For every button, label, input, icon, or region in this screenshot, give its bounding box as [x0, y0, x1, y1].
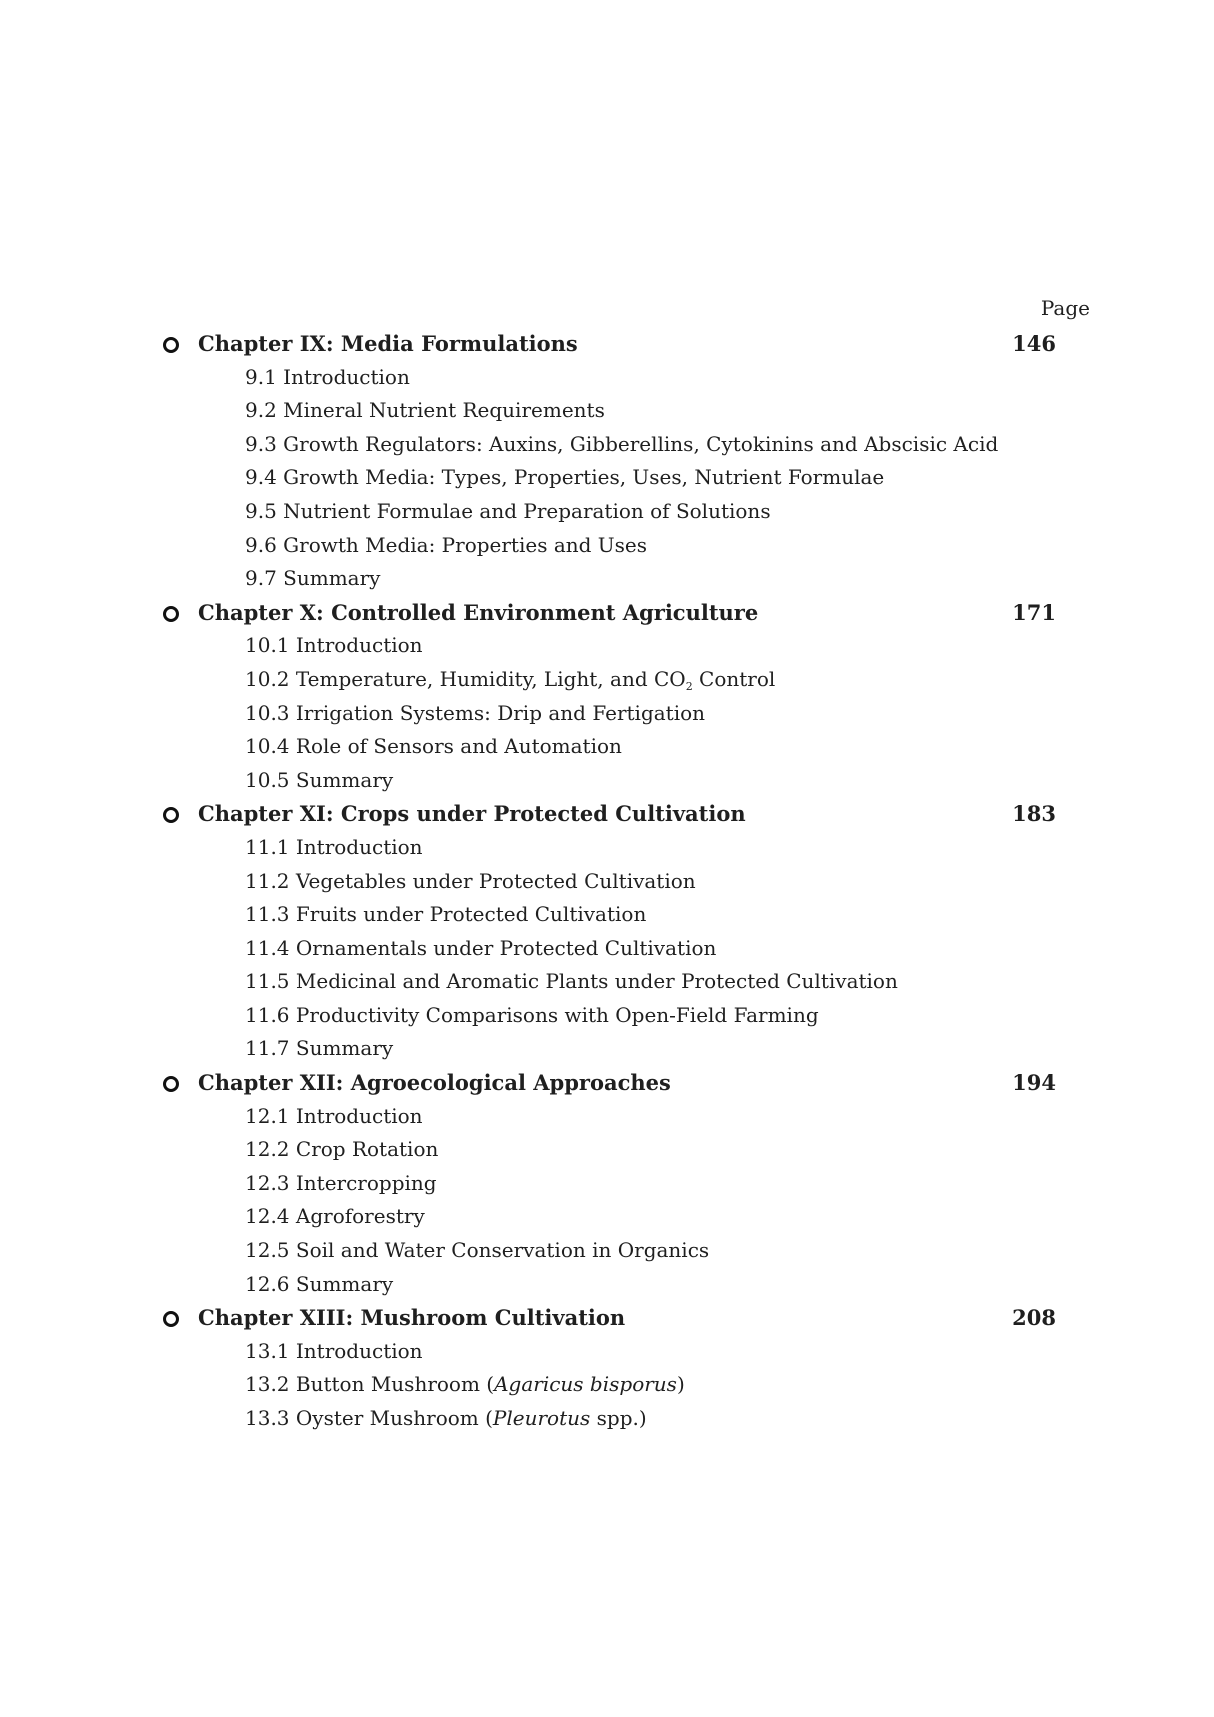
section-entry [0, 1133, 1214, 1167]
section-title-part: 13.3 Oyster Mushroom ( [245, 1406, 493, 1430]
chapter-entry [0, 797, 1214, 831]
section-entry [0, 495, 1214, 529]
section-entry [0, 529, 1214, 563]
section-title: 10.5 Summary [245, 767, 394, 792]
section-title: 11.2 Vegetables under Protected Cultivation [245, 868, 696, 893]
chapter-page-number: 208 [1012, 1305, 1056, 1331]
circle-bullet-icon [163, 337, 179, 353]
section-title: 9.4 Growth Media: Types, Properties, Uses, Nutrient Formulae [245, 465, 885, 490]
chapter-title: Chapter XIII: Mushroom Cultivation [198, 1305, 626, 1331]
section-title: 9.3 Growth Regulators: Auxins, Gibberellins, Cytokinins and Abscisic Acid [245, 431, 999, 456]
section-title: 10.3 Irrigation Systems: Drip and Fertigation [245, 700, 706, 725]
section-title-part: Control [692, 666, 776, 691]
section-title: 11.6 Productivity Comparisons with Open-Field Farming [245, 1002, 819, 1027]
section-title: 12.3 Intercropping [245, 1170, 437, 1195]
section-title-italic: Agaricus bisporus [494, 1372, 677, 1397]
section-entry [0, 932, 1214, 966]
section-entry [0, 361, 1214, 395]
circle-bullet-icon [163, 1076, 179, 1092]
section-title-subscript: 2 [685, 679, 693, 693]
section-title: 11.5 Medicinal and Aromatic Plants under Protected Cultivation [245, 969, 898, 994]
section-entry [0, 898, 1214, 932]
section-entry [0, 428, 1214, 462]
chapter-title: Chapter XII: Agroecological Approaches [198, 1070, 671, 1096]
section-entry [0, 965, 1214, 999]
section-title: 12.6 Summary [245, 1271, 394, 1296]
section-title: 12.4 Agroforestry [245, 1204, 425, 1229]
section-entry [0, 562, 1214, 596]
section-entry [0, 764, 1214, 798]
chapter-title: Chapter IX: Media Formulations [198, 331, 578, 356]
chapter-entry [0, 596, 1214, 630]
chapter-page-number: 194 [1012, 1070, 1056, 1096]
table-of-contents [0, 327, 1214, 1436]
section-title: 12.1 Introduction [245, 1103, 423, 1128]
section-title [245, 663, 775, 697]
section-title-part: spp.) [590, 1406, 647, 1430]
section-entry [0, 1032, 1214, 1066]
chapter-entry [0, 1301, 1214, 1335]
chapter-title: Chapter X: Controlled Environment Agriculture [198, 599, 759, 625]
chapter-title: Chapter XI: Crops under Protected Cultivation [198, 801, 746, 827]
section-title: 11.4 Ornamentals under Protected Cultivation [245, 935, 717, 960]
chapter-page-number: 183 [1012, 801, 1056, 827]
section-entry [0, 831, 1214, 865]
circle-bullet-icon [163, 1311, 179, 1327]
section-title: 9.6 Growth Media: Properties and Uses [245, 532, 648, 557]
section-title: 9.1 Introduction [245, 364, 410, 389]
section-entry [0, 663, 1214, 697]
section-title: 12.5 Soil and Water Conservation in Organics [245, 1238, 710, 1263]
section-entry [0, 1268, 1214, 1302]
section-title: 10.4 Role of Sensors and Automation [245, 734, 622, 759]
section-title: 13.1 Introduction [245, 1338, 423, 1363]
section-entry [0, 697, 1214, 731]
section-title: 11.3 Fruits under Protected Cultivation [245, 902, 647, 927]
chapter-page-number: 171 [1012, 599, 1056, 625]
section-title-part: ) [676, 1372, 685, 1397]
section-entry [0, 730, 1214, 764]
section-entry [0, 629, 1214, 663]
section-title: 11.1 Introduction [245, 834, 423, 859]
page-column-label: Page [1040, 296, 1090, 320]
section-entry [0, 1368, 1214, 1402]
section-title [245, 1402, 647, 1436]
section-entry [0, 999, 1214, 1033]
chapter-page-number: 146 [1012, 331, 1056, 356]
section-title: 12.2 Crop Rotation [245, 1137, 439, 1162]
section-title [245, 1368, 685, 1402]
section-title: 11.7 Summary [245, 1036, 394, 1061]
section-title-italic: Pleurotus [492, 1406, 591, 1430]
chapter-entry [0, 327, 1214, 361]
section-entry [0, 1335, 1214, 1369]
section-title: 10.1 Introduction [245, 633, 423, 658]
section-entry [0, 1100, 1214, 1134]
section-entry [0, 1200, 1214, 1234]
chapter-entry [0, 1066, 1214, 1100]
section-entry [0, 865, 1214, 899]
section-entry [0, 1402, 1214, 1436]
circle-bullet-icon [163, 807, 179, 823]
circle-bullet-icon [163, 606, 179, 622]
section-entry [0, 1167, 1214, 1201]
section-title: 9.2 Mineral Nutrient Requirements [245, 398, 605, 423]
section-title-part: 10.2 Temperature, Humidity, Light, and CO [245, 666, 686, 691]
section-title-part: 13.2 Button Mushroom ( [245, 1372, 495, 1397]
section-entry [0, 1234, 1214, 1268]
section-title: 9.5 Nutrient Formulae and Preparation of Solutions [245, 498, 771, 523]
section-title: 9.7 Summary [245, 566, 381, 591]
section-entry [0, 394, 1214, 428]
section-entry [0, 461, 1214, 495]
